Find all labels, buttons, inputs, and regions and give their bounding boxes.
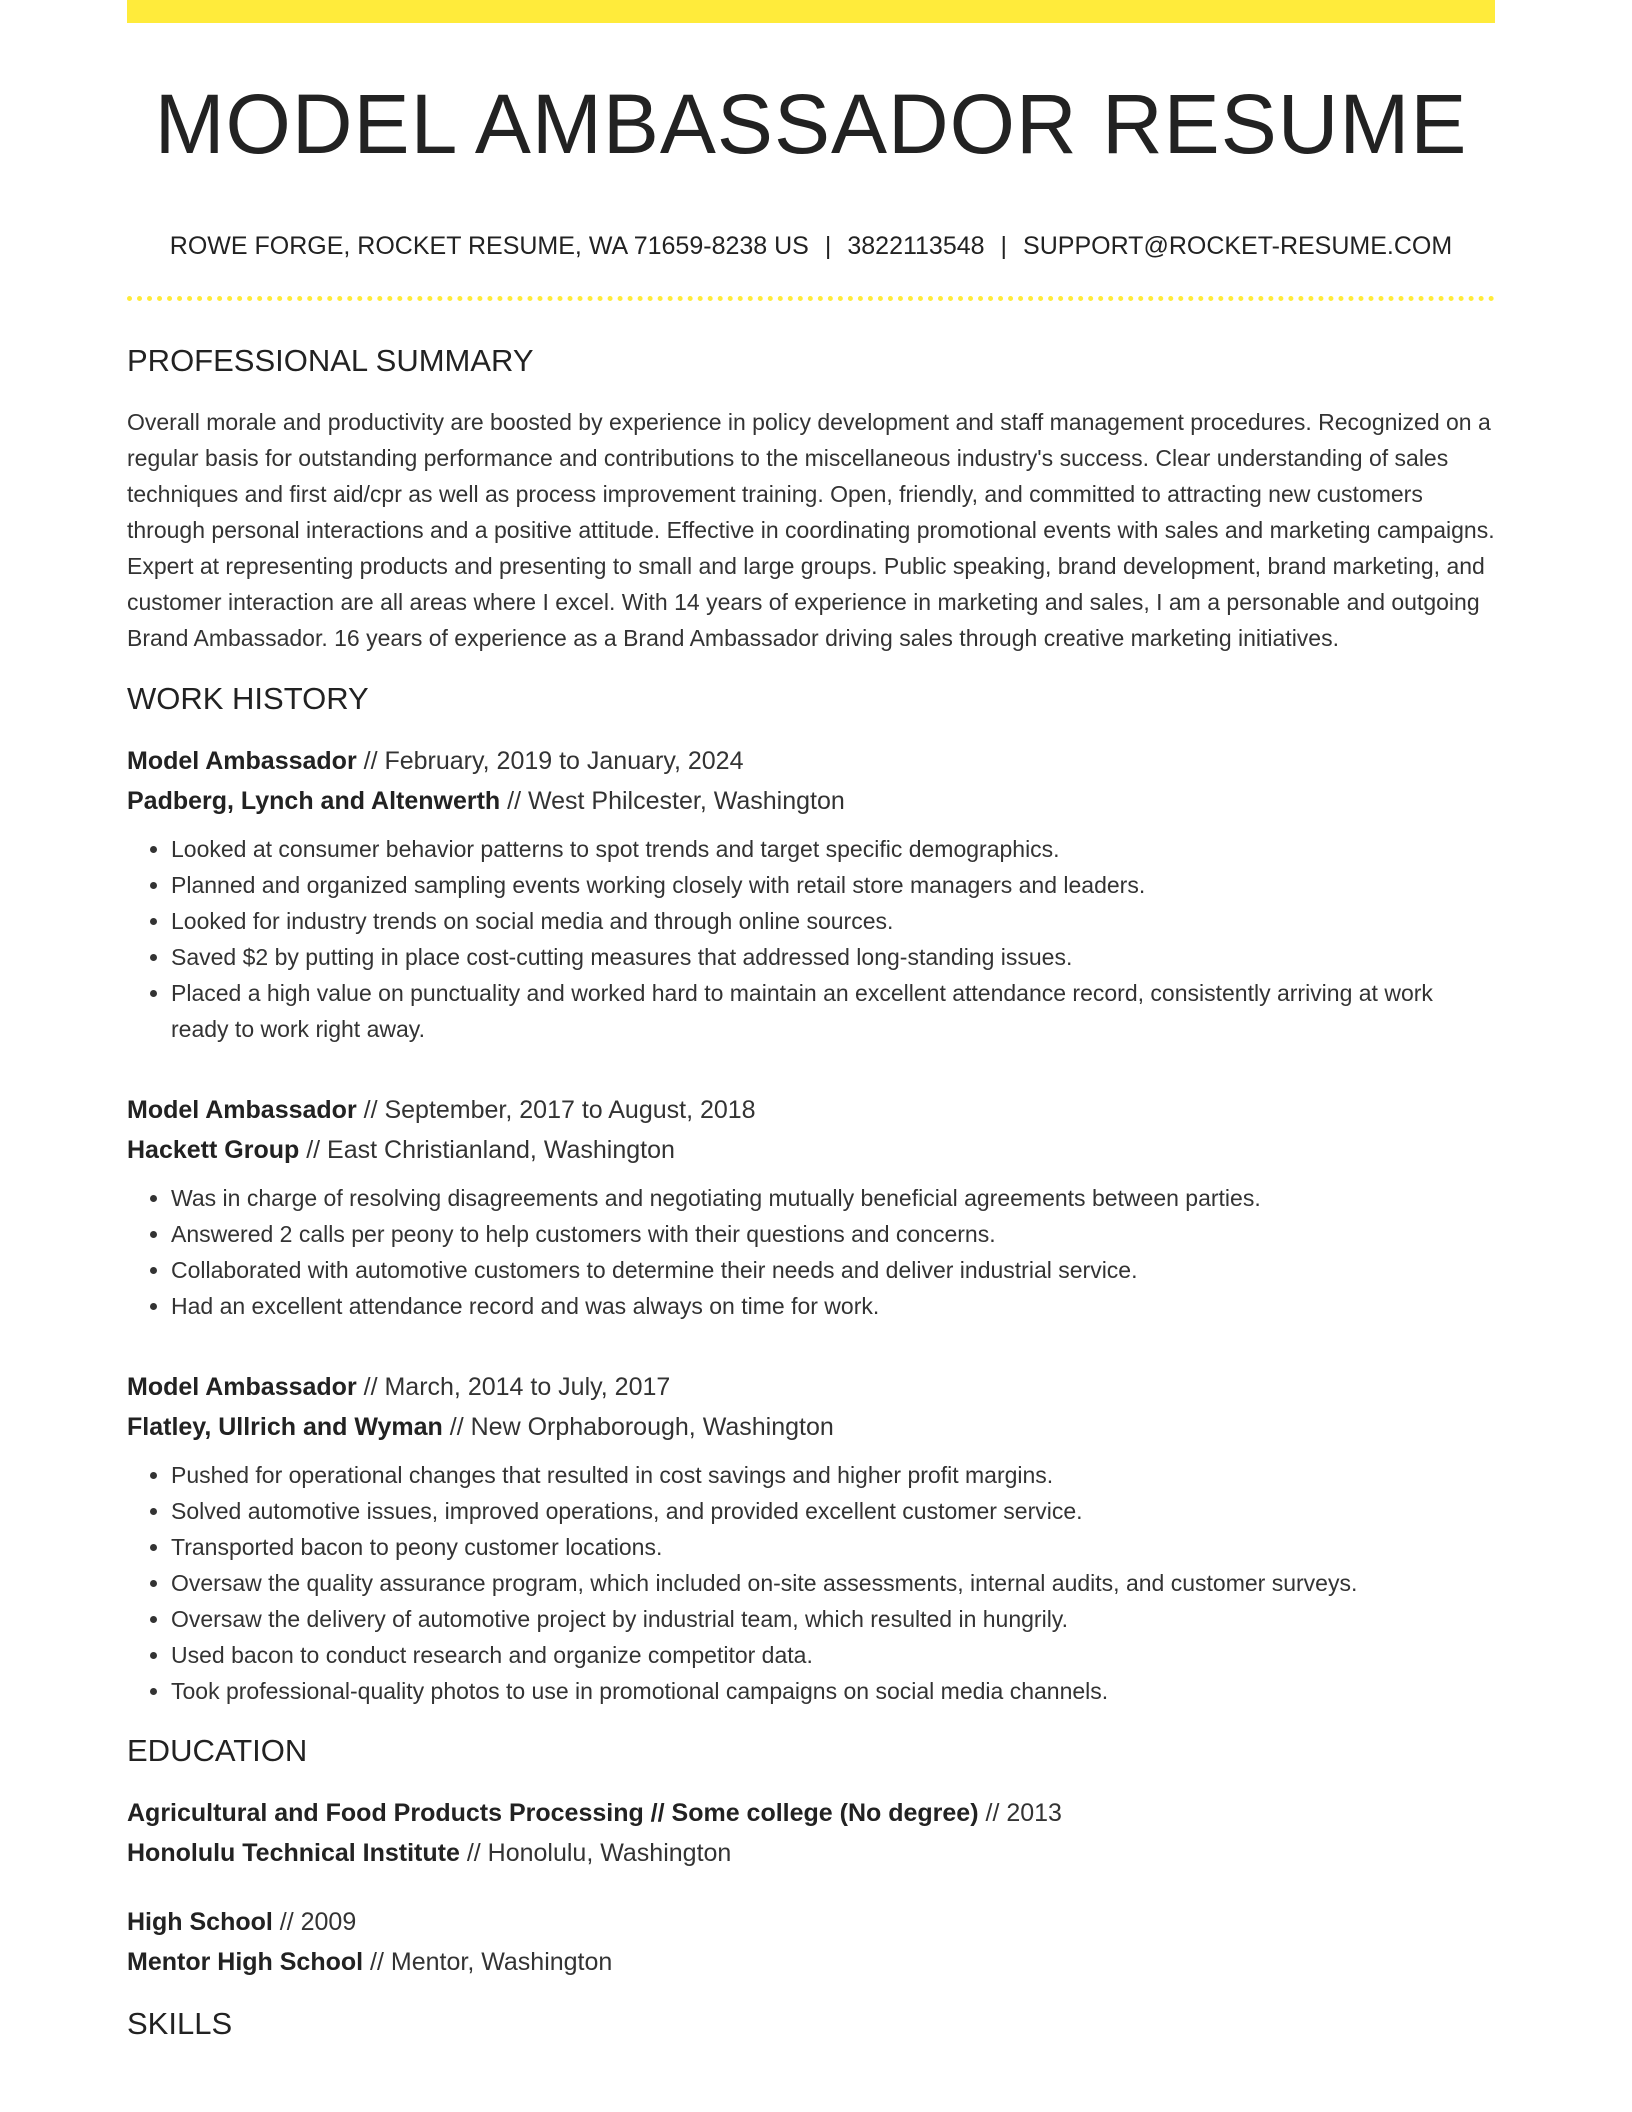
job-dates: // September, 2017 to August, 2018 bbox=[356, 1096, 756, 1124]
list-item: • Oversaw the quality assurance program, which included on-site assessments, internal audits, and customer surveys. bbox=[171, 1565, 1495, 1601]
education-entry bbox=[127, 1793, 1495, 1873]
list-item: • Took professional-quality photos to use in promotional campaigns on social media channels. bbox=[171, 1673, 1495, 1709]
resume-title: MODEL AMBASSADOR RESUME bbox=[154, 77, 1468, 171]
resume-page bbox=[127, 0, 1495, 2039]
job-bullets bbox=[127, 1457, 1495, 1709]
education-location: // Honolulu, Washington bbox=[459, 1839, 732, 1867]
contact-phone[interactable]: 3822113548 bbox=[847, 232, 985, 260]
education-school: Mentor High School bbox=[127, 1948, 364, 1976]
skills-section bbox=[127, 2008, 1495, 2039]
job-location: // New Orphaborough, Washington bbox=[442, 1413, 834, 1441]
job-location: // East Christianland, Washington bbox=[299, 1136, 675, 1164]
job-title-line bbox=[127, 1367, 1495, 1407]
list-item: • Planned and organized sampling events working closely with retail store managers and leaders. bbox=[171, 867, 1495, 903]
contact-address: ROWE FORGE, ROCKET RESUME, WA 71659-8238 US bbox=[169, 232, 809, 260]
education-degree-line bbox=[127, 1902, 1495, 1942]
job-dates: // February, 2019 to January, 2024 bbox=[356, 747, 744, 775]
job-bullets bbox=[127, 1180, 1495, 1324]
job-entry bbox=[127, 1367, 1495, 1709]
list-item: • Answered 2 calls per peony to help customers with their questions and concerns. bbox=[171, 1216, 1495, 1252]
list-item: • Used bacon to conduct research and organize competitor data. bbox=[171, 1637, 1495, 1673]
contact-separator: | bbox=[1000, 232, 1008, 260]
list-item: • Looked for industry trends on social media and through online sources. bbox=[171, 903, 1495, 939]
job-company-line bbox=[127, 1407, 1495, 1447]
list-item: • Placed a high value on punctuality and worked hard to maintain an excellent attendance record, consistently arriving at work ready to work right away. bbox=[171, 975, 1495, 1047]
list-item: • Saved $2 by putting in place cost-cutting measures that addressed long-standing issues. bbox=[171, 939, 1495, 975]
education-year: // 2013 bbox=[978, 1799, 1062, 1827]
education-entry bbox=[127, 1902, 1495, 1982]
job-entry bbox=[127, 1090, 1495, 1324]
education-heading: EDUCATION bbox=[127, 1733, 308, 1768]
job-location: // West Philcester, Washington bbox=[500, 787, 845, 815]
job-company: Flatley, Ullrich and Wyman bbox=[127, 1413, 443, 1441]
job-title: Model Ambassador bbox=[127, 747, 357, 775]
list-item: • Had an excellent attendance record and was always on time for work. bbox=[171, 1288, 1495, 1324]
job-title-line bbox=[127, 1090, 1495, 1130]
list-item: • Looked at consumer behavior patterns to spot trends and target specific demographics. bbox=[171, 831, 1495, 867]
contact-line bbox=[127, 234, 1495, 259]
top-accent-bar bbox=[127, 0, 1495, 23]
education-school-line bbox=[127, 1833, 1495, 1873]
contact-separator: | bbox=[824, 232, 832, 260]
education-degree: High School bbox=[127, 1908, 273, 1936]
job-company-line bbox=[127, 781, 1495, 821]
summary-section bbox=[127, 345, 1495, 656]
education-year: // 2009 bbox=[272, 1908, 357, 1936]
list-item: • Oversaw the delivery of automotive project by industrial team, which resulted in hungrily. bbox=[171, 1601, 1495, 1637]
dotted-divider bbox=[127, 296, 1495, 301]
job-company: Padberg, Lynch and Altenwerth bbox=[127, 787, 501, 815]
education-school-line bbox=[127, 1942, 1495, 1982]
job-title: Model Ambassador bbox=[127, 1096, 357, 1124]
education-degree-line bbox=[127, 1793, 1495, 1833]
contact-email[interactable]: SUPPORT@ROCKET-RESUME.COM bbox=[1023, 232, 1453, 260]
summary-heading: PROFESSIONAL SUMMARY bbox=[127, 343, 534, 378]
work-history-section bbox=[127, 683, 1495, 1709]
work-history-heading: WORK HISTORY bbox=[127, 681, 369, 716]
job-title-line bbox=[127, 741, 1495, 781]
job-company: Hackett Group bbox=[127, 1136, 300, 1164]
education-degree: Agricultural and Food Products Processing // Some college (No degree) bbox=[127, 1799, 979, 1827]
skills-heading: SKILLS bbox=[127, 2006, 233, 2041]
list-item: • Solved automotive issues, improved operations, and provided excellent customer service. bbox=[171, 1493, 1495, 1529]
education-school: Honolulu Technical Institute bbox=[127, 1839, 460, 1867]
summary-text: Overall morale and productivity are boosted by experience in policy development and staff management procedures. Recognized on a regular basis for outstanding performance and contributions to the miscellaneous industry's success. Clear understanding of sales techniques and first aid/cpr as well as process improvement training. Open, friendly, and committed to attracting new customers through personal interactions and a positive attitude. Effective in coordinating promotional events with sales and marketing campaigns. Expert at representing products and presenting to small and large groups. Public speaking, brand development, brand marketing, and customer interaction are all areas where I excel. With 14 years of experience in marketing and sales, I am a personable and outgoing Brand Ambassador. 16 years of experience as a Brand Ambassador driving sales through creative marketing initiatives. bbox=[127, 409, 1495, 651]
job-entry bbox=[127, 741, 1495, 1047]
list-item: • Was in charge of resolving disagreements and negotiating mutually beneficial agreements between parties. bbox=[171, 1180, 1495, 1216]
job-bullets bbox=[127, 831, 1495, 1047]
list-item: • Pushed for operational changes that resulted in cost savings and higher profit margins. bbox=[171, 1457, 1495, 1493]
list-item: • Collaborated with automotive customers to determine their needs and deliver industrial service. bbox=[171, 1252, 1495, 1288]
list-item: • Transported bacon to peony customer locations. bbox=[171, 1529, 1495, 1565]
job-title: Model Ambassador bbox=[127, 1373, 357, 1401]
education-section bbox=[127, 1735, 1495, 1982]
job-dates: // March, 2014 to July, 2017 bbox=[356, 1373, 671, 1401]
job-company-line bbox=[127, 1130, 1495, 1170]
education-location: // Mentor, Washington bbox=[363, 1948, 613, 1976]
